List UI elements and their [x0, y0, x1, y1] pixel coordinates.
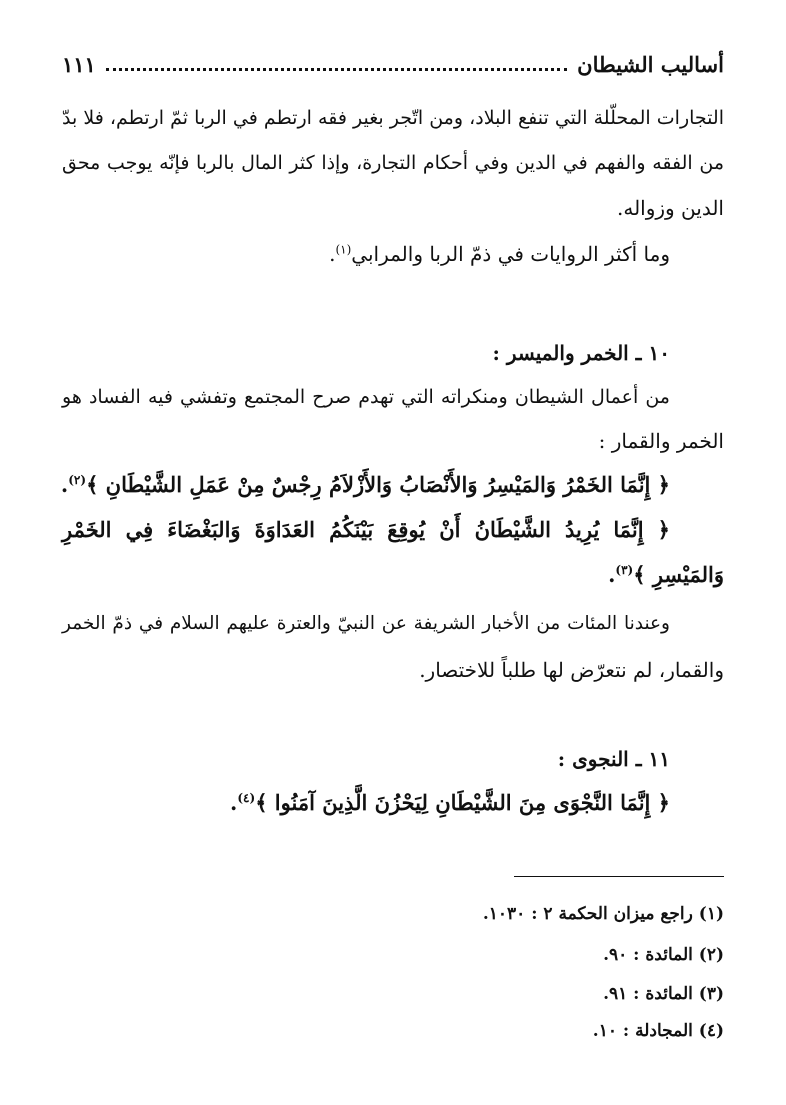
running-title: أساليب الشيطان [577, 51, 724, 77]
footnote-ref: (٣) [615, 563, 634, 577]
verse-text: ﴿ إِنَّمَا النَّجْوَى مِنَ الشَّيْطَانِ لِيَحْزُنَ الَّذِينَ آمَنُوا ﴾ [255, 790, 670, 815]
paragraph-line: الدين وزواله. [616, 196, 724, 220]
paragraph-line: التجارات المحلّلة التي تنفع البلاد، ومن اتّجر بغير فقه ارتطم في الربا ثمّ ارتطم، فلا بدّ [62, 107, 724, 129]
footnote: (٣) المائدة : ٩١. [603, 984, 724, 1004]
footnote: (١) راجع ميزان الحكمة ٢ : ١٠٣٠. [482, 904, 724, 924]
verse-text: وَالمَيْسِرِ ﴾ [633, 562, 724, 587]
footnote-ref: (٢) [68, 473, 87, 487]
section-heading: ١٠ ـ الخمر والميسر : [492, 341, 670, 365]
quran-verse: ﴿ إِنَّمَا يُرِيدُ الشَّيْطَانُ أَنْ يُوقِعَ بَيْنَكُمُ العَدَاوَةَ وَالبَغْضَاءَ فِي الخَمْرِ [62, 517, 670, 542]
sentence-end: . [230, 790, 238, 815]
footnote-separator [514, 876, 724, 877]
footnote-ref: (٤) [237, 791, 256, 805]
paragraph-line: والقمار، لم نتعرّض لها طلباً للاختصار. [419, 658, 724, 682]
running-header [62, 44, 724, 84]
page-number: ١١١ [62, 51, 96, 77]
footnote: (٢) المائدة : ٩٠. [603, 945, 724, 965]
verse-text: ﴿ إِنَّمَا الخَمْرُ وَالمَيْسِرُ وَالأَنْصَابُ وَالأَزْلاَمُ رِجْسٌ مِنْ عَمَلِ الشَّيْطَانِ ﴾ [86, 472, 670, 497]
paragraph-line: وعندنا المئات من الأخبار الشريفة عن النبيّ والعترة عليهم السلام في ذمّ الخمر [62, 613, 670, 634]
section-heading: ١١ ـ النجوى : [557, 747, 670, 771]
sentence-end: . [60, 472, 69, 497]
quran-verse [62, 465, 670, 505]
header-dot-leader [106, 66, 567, 71]
paragraph-line: الخمر والقمار : [598, 429, 724, 453]
paragraph-text: وما أكثر الروايات في ذمّ الربا والمرابي [351, 242, 670, 266]
footnote: (٤) المجادلة : ١٠. [592, 1021, 724, 1041]
quran-verse [62, 783, 670, 823]
sentence-end: . [608, 562, 616, 587]
paragraph-line: من الفقه والفهم في الدين وفي أحكام التجارة، وإذا كثر المال بالربا فإنّه يوجب محق [62, 152, 724, 174]
paragraph-line: من أعمال الشيطان ومنكراته التي تهدم صرح المجتمع وتفشي فيه الفساد هو [62, 386, 670, 408]
sentence-end: . [329, 242, 336, 266]
quran-verse [62, 555, 724, 595]
footnote-ref: (١) [335, 242, 352, 257]
paragraph-line [62, 234, 670, 274]
